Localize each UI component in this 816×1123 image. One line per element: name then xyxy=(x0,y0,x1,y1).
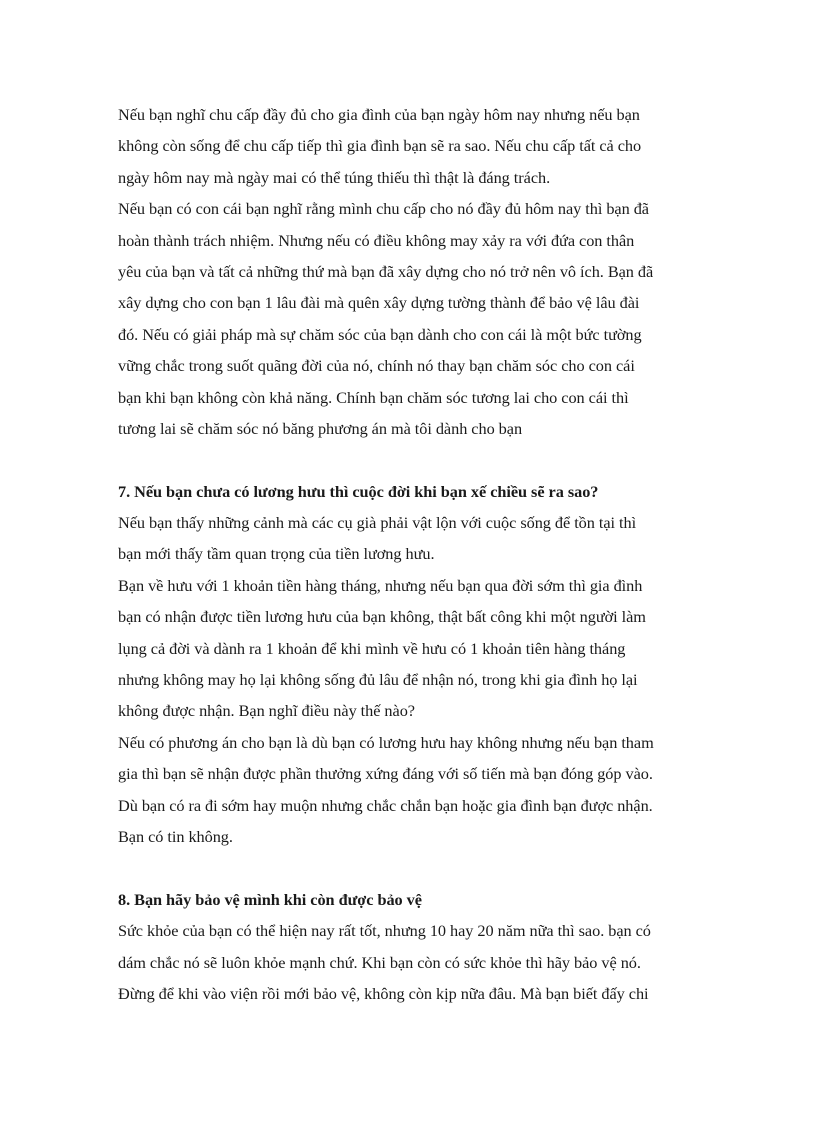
text-line: Sức khỏe của bạn có thể hiện nay rất tốt, nhưng 10 hay 20 năm nữa thì sao. bạn có xyxy=(118,921,651,941)
text-line: Bạn về hưu với 1 khoản tiền hàng tháng, nhưng nếu bạn qua đời sớm thì gia đình xyxy=(118,575,643,595)
text-line: ngày hôm nay mà ngày mai có thể túng thiếu thì thật là đáng trách. xyxy=(118,167,551,187)
text-line: nhưng không may họ lại không sống đủ lâu để nhận nó, trong khi gia đình họ lại xyxy=(118,670,638,690)
text-line: xây dựng cho con bạn 1 lâu đài mà quên xây dựng tường thành để bảo vệ lâu đài xyxy=(118,293,640,313)
text-line: dám chắc nó sẽ luôn khỏe mạnh chứ. Khi bạn còn có sức khỏe thì hãy bảo vệ nó. xyxy=(118,952,641,972)
section-8 xyxy=(118,884,708,1010)
text-line: vững chắc trong suốt quãng đời của nó, chính nó thay bạn chăm sóc cho con cái xyxy=(118,356,635,376)
text-line: yêu của bạn và tất cả những thứ mà bạn đã xây dựng cho nó trở nên vô ích. Bạn đã xyxy=(118,261,654,281)
text-line: không còn sống để chu cấp tiếp thì gia đình bạn sẽ ra sao. Nếu chu cấp tất cả cho xyxy=(118,136,642,156)
text-line: Đừng để khi vào viện rồi mới bảo vệ, không còn kịp nữa đâu. Mà bạn biết đấy chi xyxy=(118,983,649,1003)
text-line: Nếu bạn có con cái bạn nghĩ rằng mình chu cấp cho nó đầy đủ hôm nay thì bạn đã xyxy=(118,199,649,219)
intro-paragraphs xyxy=(118,99,708,444)
text-line: Nếu bạn thấy những cảnh mà các cụ già phải vật lộn với cuộc sống để tồn tại thì xyxy=(118,513,637,533)
text-line: Nếu có phương án cho bạn là dù bạn có lương hưu hay không nhưng nếu bạn tham xyxy=(118,732,654,752)
text-line: không được nhận. Bạn nghĩ điều này thế nào? xyxy=(118,701,415,721)
text-line: lụng cả đời và dành ra 1 khoản để khi mình về hưu có 1 khoản tiên hàng tháng xyxy=(118,638,626,658)
text-line: bạn mới thấy tầm quan trọng của tiền lương hưu. xyxy=(118,544,435,564)
text-line: bạn khi bạn không còn khả năng. Chính bạn chăm sóc tương lai cho con cái thì xyxy=(118,387,629,407)
text-line: Bạn có tin không. xyxy=(118,826,233,846)
text-line: tương lai sẽ chăm sóc nó băng phương án mà tôi dành cho bạn xyxy=(118,418,523,438)
text-line: Nếu bạn nghĩ chu cấp đầy đủ cho gia đình của bạn ngày hôm nay nhưng nếu bạn xyxy=(118,105,640,124)
section-7 xyxy=(118,476,708,853)
text-line: bạn có nhận được tiền lương hưu của bạn không, thật bất công khi một người làm xyxy=(118,607,646,627)
paragraph-gap xyxy=(118,852,708,883)
section-7-heading: 7. Nếu bạn chưa có lương hưu thì cuộc đời khi bạn xế chiều sẽ ra sao? xyxy=(118,481,599,501)
section-8-heading: 8. Bạn hãy bảo vệ mình khi còn được bảo vệ xyxy=(118,889,422,909)
text-line: đó. Nếu có giải pháp mà sự chăm sóc của bạn dành cho con cái là một bức tường xyxy=(118,324,642,344)
text-line: hoàn thành trách nhiệm. Nhưng nếu có điều không may xảy ra với đứa con thân xyxy=(118,230,635,250)
document-page xyxy=(118,99,708,1009)
text-line: Dù bạn có ra đi sớm hay muộn nhưng chắc chắn bạn hoặc gia đình bạn được nhận. xyxy=(118,795,653,815)
paragraph-gap xyxy=(118,444,708,475)
text-line: gia thì bạn sẽ nhận được phần thưởng xứng đáng với số tiến mà bạn đóng góp vào. xyxy=(118,764,653,784)
